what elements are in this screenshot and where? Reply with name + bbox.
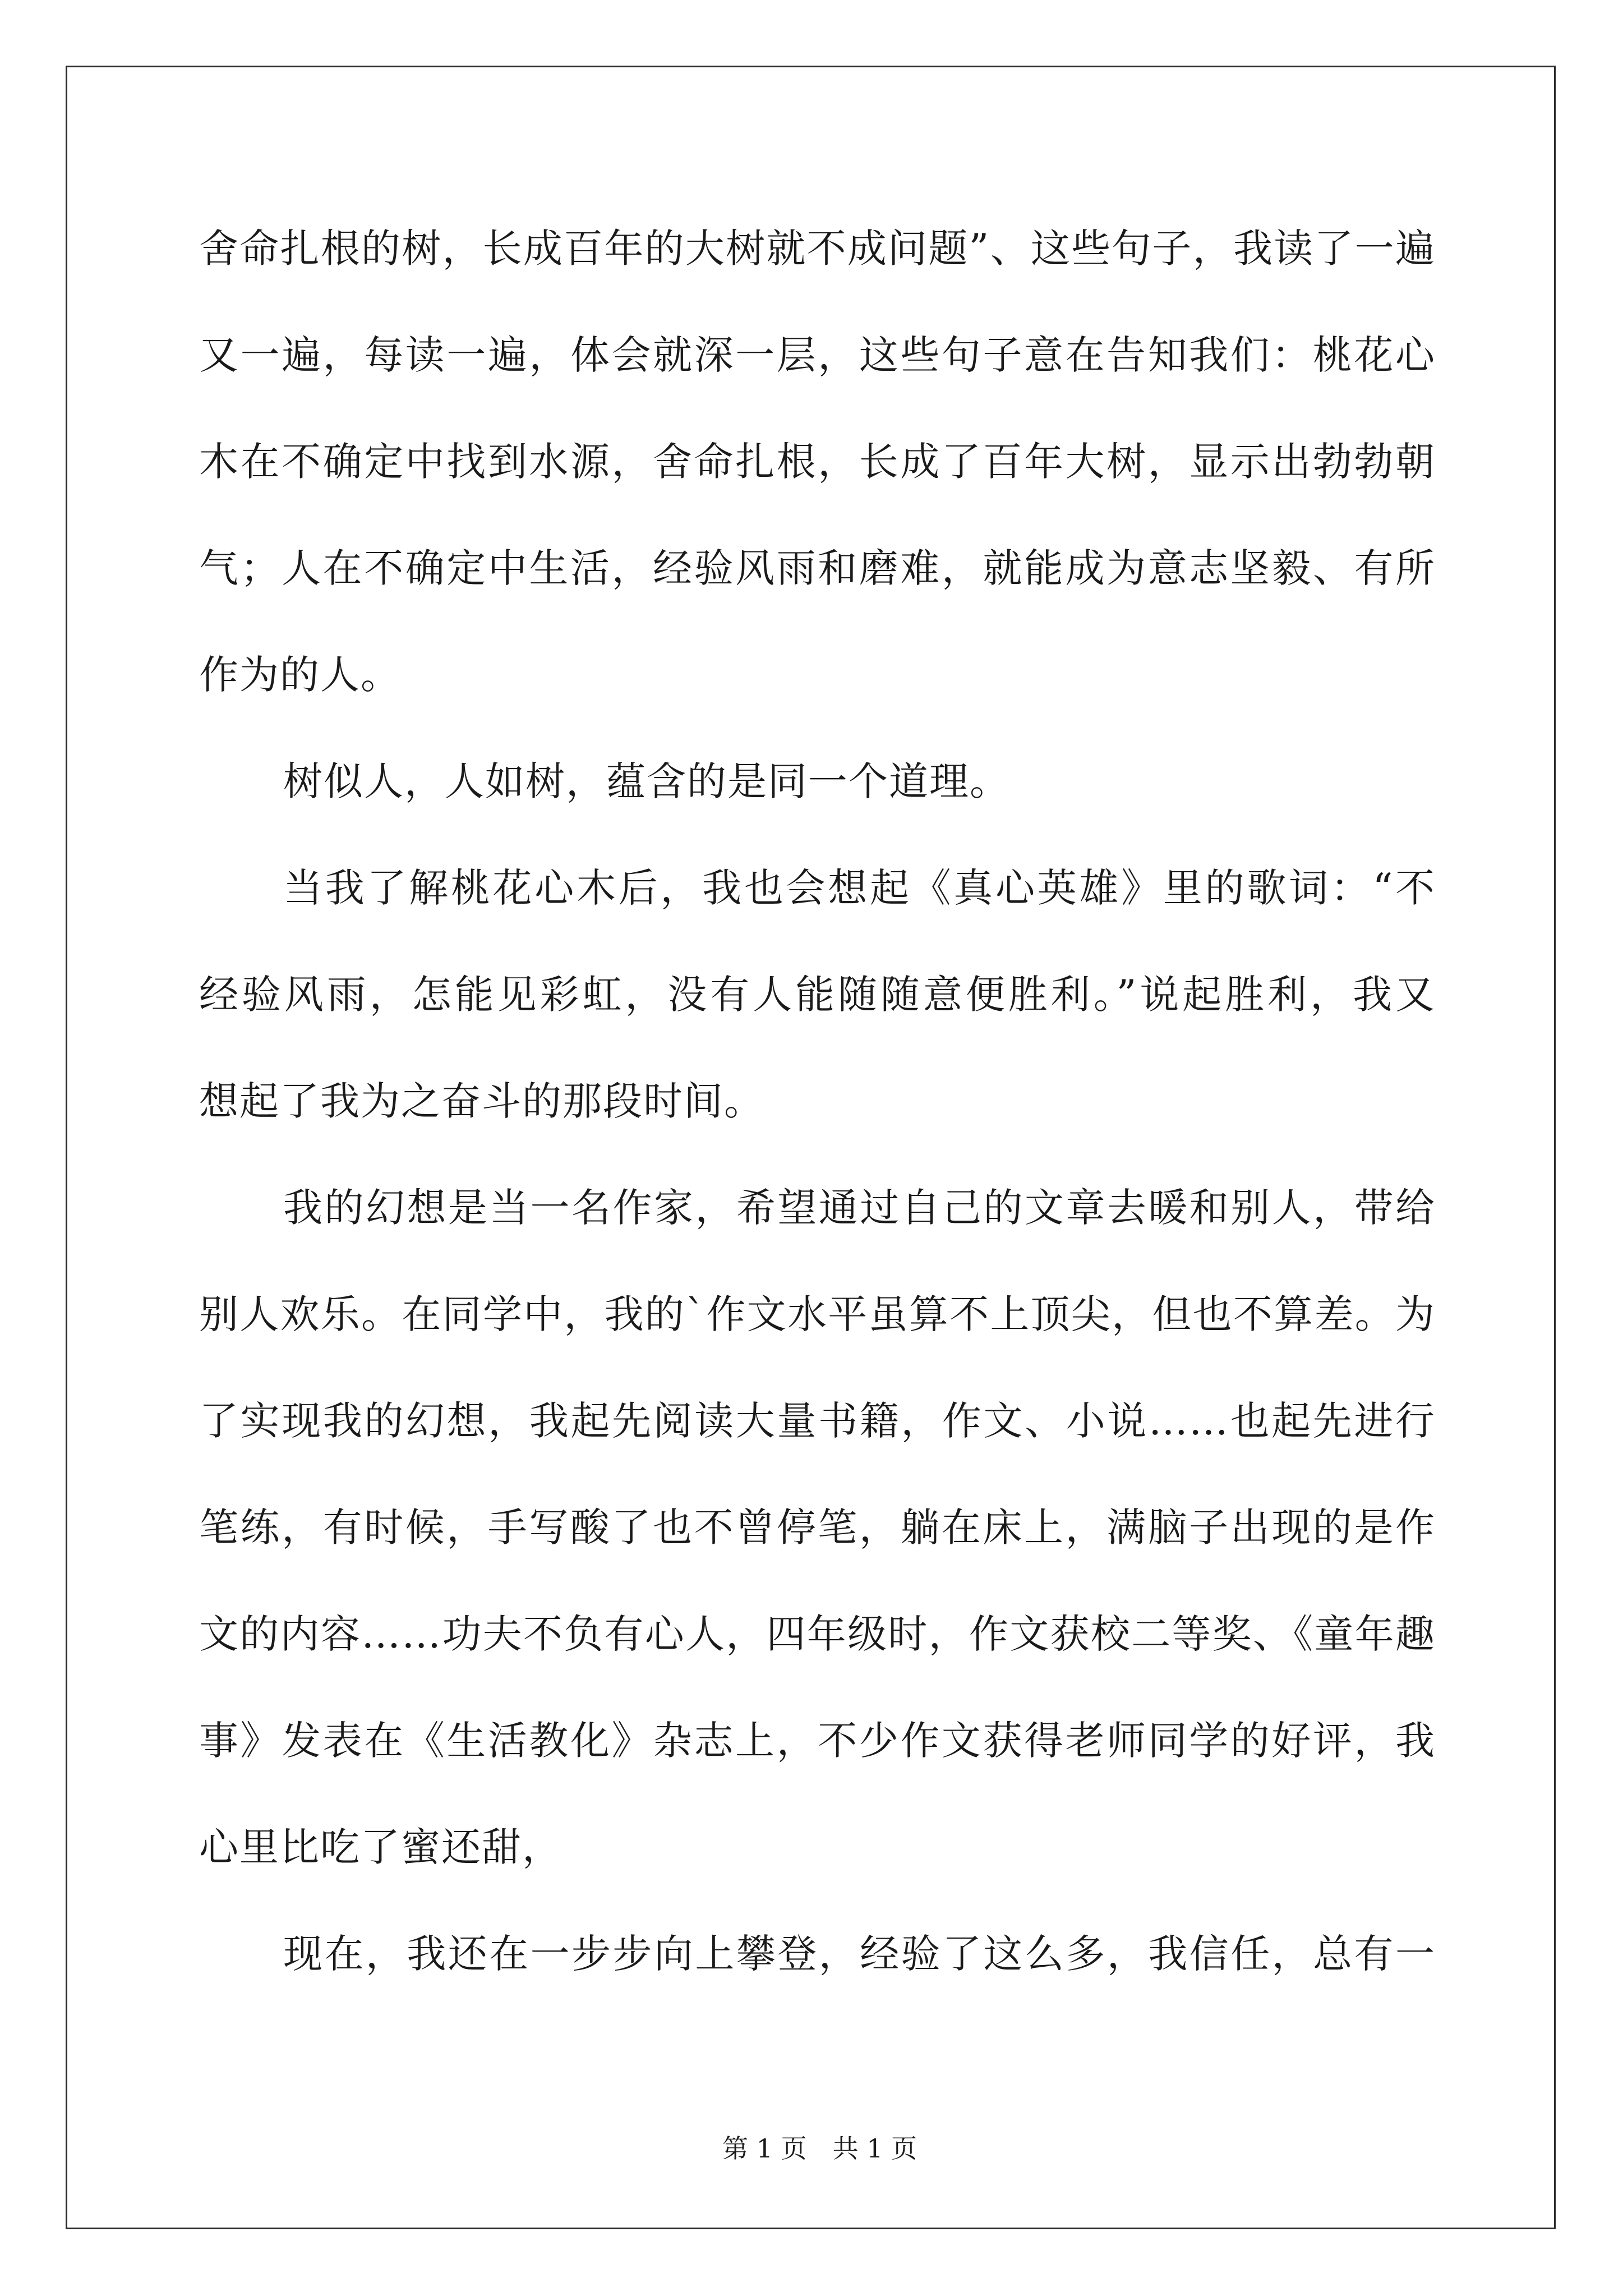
text-line: 作为的人。 xyxy=(199,652,401,698)
text-line: 现在，我还在一步步向上攀登，经验了这么多，我信任，总有一 xyxy=(283,1931,1436,1977)
text-line: 树似人，人如树，蕴含的是同一个道理。 xyxy=(283,758,1010,804)
text-line: 心里比吃了蜜还甜， xyxy=(199,1824,562,1870)
text-line: 文的内容……功夫不负有心人，四年级时，作文获校二等奖、《童年趣 xyxy=(199,1611,1436,1657)
document-body xyxy=(199,218,1436,2030)
text-line: 想起了我为之奋斗的那段时间。 xyxy=(199,1078,764,1124)
text-line: 笔练，有时候，手写酸了也不曾停笔，躺在床上，满脑子出现的是作 xyxy=(199,1504,1436,1550)
text-line: 木在不确定中找到水源，舍命扎根，长成了百年大树，显示出勃勃朝 xyxy=(199,439,1436,485)
text-line: 气；人在不确定中生活，经验风雨和磨难，就能成为意志坚毅、有所 xyxy=(199,545,1436,591)
page-number-label: 第 1 页 共 1 页 xyxy=(722,2133,917,2164)
text-line: 我的幻想是当一名作家，希望通过自己的文章去暖和别人，带给 xyxy=(283,1185,1436,1231)
text-line: 事》发表在《生活教化》杂志上，不少作文获得老师同学的好评，我 xyxy=(199,1718,1436,1764)
text-line: 经验风雨，怎能见彩虹，没有人能随随意便胜利。”说起胜利，我又 xyxy=(199,972,1436,1018)
page-footer xyxy=(0,2098,1623,2165)
text-line: 别人欢乐。在同学中，我的`作文水平虽算不上顶尖，但也不算差。为 xyxy=(199,1291,1436,1337)
text-line: 舍命扎根的树，长成百年的大树就不成问题”、这些句子，我读了一遍 xyxy=(199,226,1436,272)
text-line: 当我了解桃花心木后，我也会想起《真心英雄》里的歌词：“不 xyxy=(283,865,1436,911)
text-line: 又一遍，每读一遍，体会就深一层，这些句子意在告知我们：桃花心 xyxy=(199,332,1436,378)
text-line: 了实现我的幻想，我起先阅读大量书籍，作文、小说……也起先进行 xyxy=(199,1398,1436,1444)
